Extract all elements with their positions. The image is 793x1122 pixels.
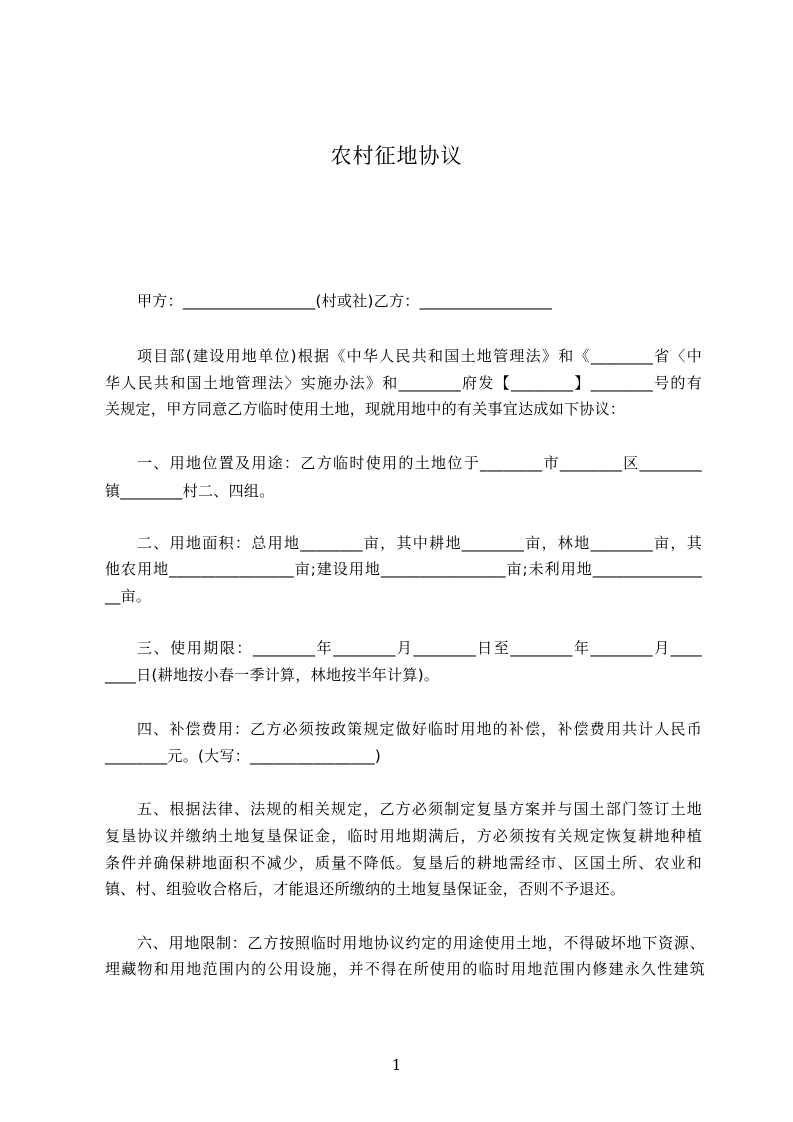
clause-5-line-2: 复垦协议并缴纳土地复垦保证金，临时用地期满后，方必须按有关规定恢复耕地种植 xyxy=(105,827,702,845)
clause-6-line-2: 埋藏物和用地范围内的公用设施，并不得在所使用的临时用地范围内修建永久性建筑 xyxy=(105,960,705,978)
preamble-line-3: 关规定，甲方同意乙方临时使用土地，现就用地中的有关事宜达成如下协议： xyxy=(105,400,626,418)
document-title: 农村征地协议 xyxy=(330,144,463,168)
preamble-line-1: 项目部(建设用地单位)根据《中华人民共和国土地管理法》和《________省〈中 xyxy=(137,347,702,365)
clause-2-line-2: 他农用地________________亩;建设用地________________亩;未利用地______________ xyxy=(105,560,702,578)
clause-6-line-1: 六、用地限制：乙方按照临时用地协议约定的用途使用土地，不得破坏地下资源、 xyxy=(137,934,705,952)
clause-1-line-1: 一、用地位置及用途：乙方临时使用的土地位于________市________区________ xyxy=(137,454,702,472)
page-number: 1 xyxy=(391,1056,402,1074)
clause-2-line-3: __亩。 xyxy=(105,587,152,605)
clause-3-line-2: ____日(耕地按小春一季计算，林地按半年计算)。 xyxy=(105,666,440,684)
clause-5-line-3: 条件并确保耕地面积不减少，质量不降低。复垦后的耕地需经市、区国土所、农业和 xyxy=(105,854,702,872)
clause-5-line-1: 五、根据法律、法规的相关规定，乙方必须制定复垦方案并与国土部门签订土地 xyxy=(137,800,702,818)
clause-2-line-1: 二、用地面积：总用地________亩，其中耕地________亩，林地________亩，其 xyxy=(137,534,702,552)
clause-4-line-2: ________元。(大写：________________) xyxy=(105,747,382,765)
parties-line: 甲方：_________________(村或社)乙方：_________________ xyxy=(137,292,553,310)
preamble-line-2: 华人民共和国土地管理法〉实施办法》和________府发【________】________号的有 xyxy=(105,374,702,392)
clause-4-line-1: 四、补偿费用：乙方必须按政策规定做好临时用地的补偿，补偿费用共计人民币 xyxy=(137,720,702,738)
clause-5-line-4: 镇、村、组验收合格后，才能退还所缴纳的土地复垦保证金，否则不予退还。 xyxy=(105,880,626,898)
clause-1-line-2: 镇________村二、四组。 xyxy=(105,482,275,500)
clause-3-line-1: 三、使用期限：________年________月________日至________年________月____ xyxy=(137,639,702,657)
